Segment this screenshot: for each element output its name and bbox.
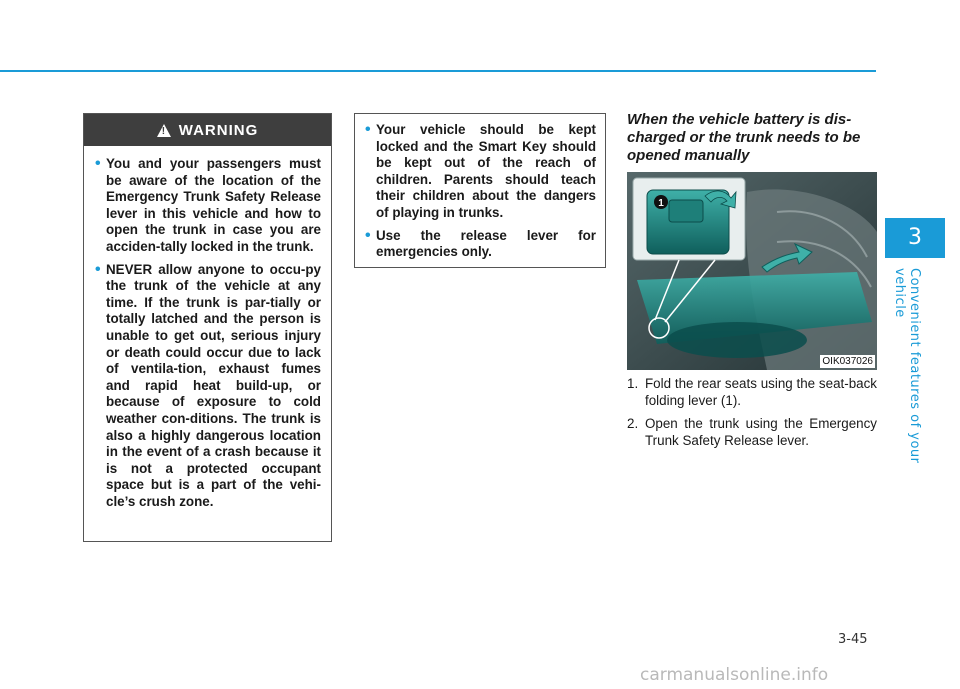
page-number: 3-45: [838, 632, 868, 647]
step-number: 1.: [627, 376, 639, 391]
warning-continued-box: [354, 113, 606, 268]
figure-code: OIK037026: [822, 356, 873, 367]
warning-box: [83, 113, 332, 542]
procedure-steps: [627, 376, 877, 456]
rear-seat-illustration: [627, 172, 877, 370]
warning-item: • Your vehicle should be kept locked and the Smart Key should be kept out of the reach of children. Parents should teach their children about the dangers of playing in trunks.: [367, 122, 596, 222]
chapter-title: Convenient features of your vehicle: [892, 268, 922, 464]
chapter-number-tab: 3: [885, 218, 945, 258]
warning-item: • You and your passengers must be aware of the location of the Emergency Trunk Safety Release lever in this vehicle and how to open the trunk in case you are acciden-tally locked in the trunk.: [97, 156, 321, 256]
warning-triangle-icon: [157, 124, 171, 137]
procedure-step: [627, 416, 877, 449]
figure-callout-number: 1: [658, 198, 664, 209]
warning-item: • Use the release lever for emergencies only.: [367, 228, 596, 261]
section-heading: When the vehicle battery is dis-charged or the trunk needs to be opened manually: [627, 111, 861, 164]
step-text: Fold the rear seats using the seat-back folding lever (1).: [645, 376, 877, 408]
step-number: 2.: [627, 416, 639, 431]
warning-header: [84, 114, 331, 146]
rear-seat-figure: [627, 172, 877, 370]
procedure-step: [627, 376, 877, 409]
warning-item: • NEVER allow anyone to occu-py the trunk of the vehicle at any time. If the trunk is par-tially or totally latched and the person is unable to get out, serious injury or death could occur due to lack of ventila-tion, exhaust fumes and rapid heat build-up, or because of exposure to cold weather con-ditions. The trunk is also a highly dangerous location in the event of a crash because it is not a protected occupant space but is a part of the vehi-cle’s crush zone.: [97, 262, 321, 511]
watermark: carmanualsonline.info: [640, 665, 829, 685]
top-rule: [0, 70, 876, 72]
warning-list: [84, 146, 331, 510]
warning-continued-list: [367, 122, 596, 261]
step-text: Open the trunk using the Emergency Trunk Safety Release lever.: [645, 416, 877, 448]
warning-label: WARNING: [178, 121, 259, 139]
